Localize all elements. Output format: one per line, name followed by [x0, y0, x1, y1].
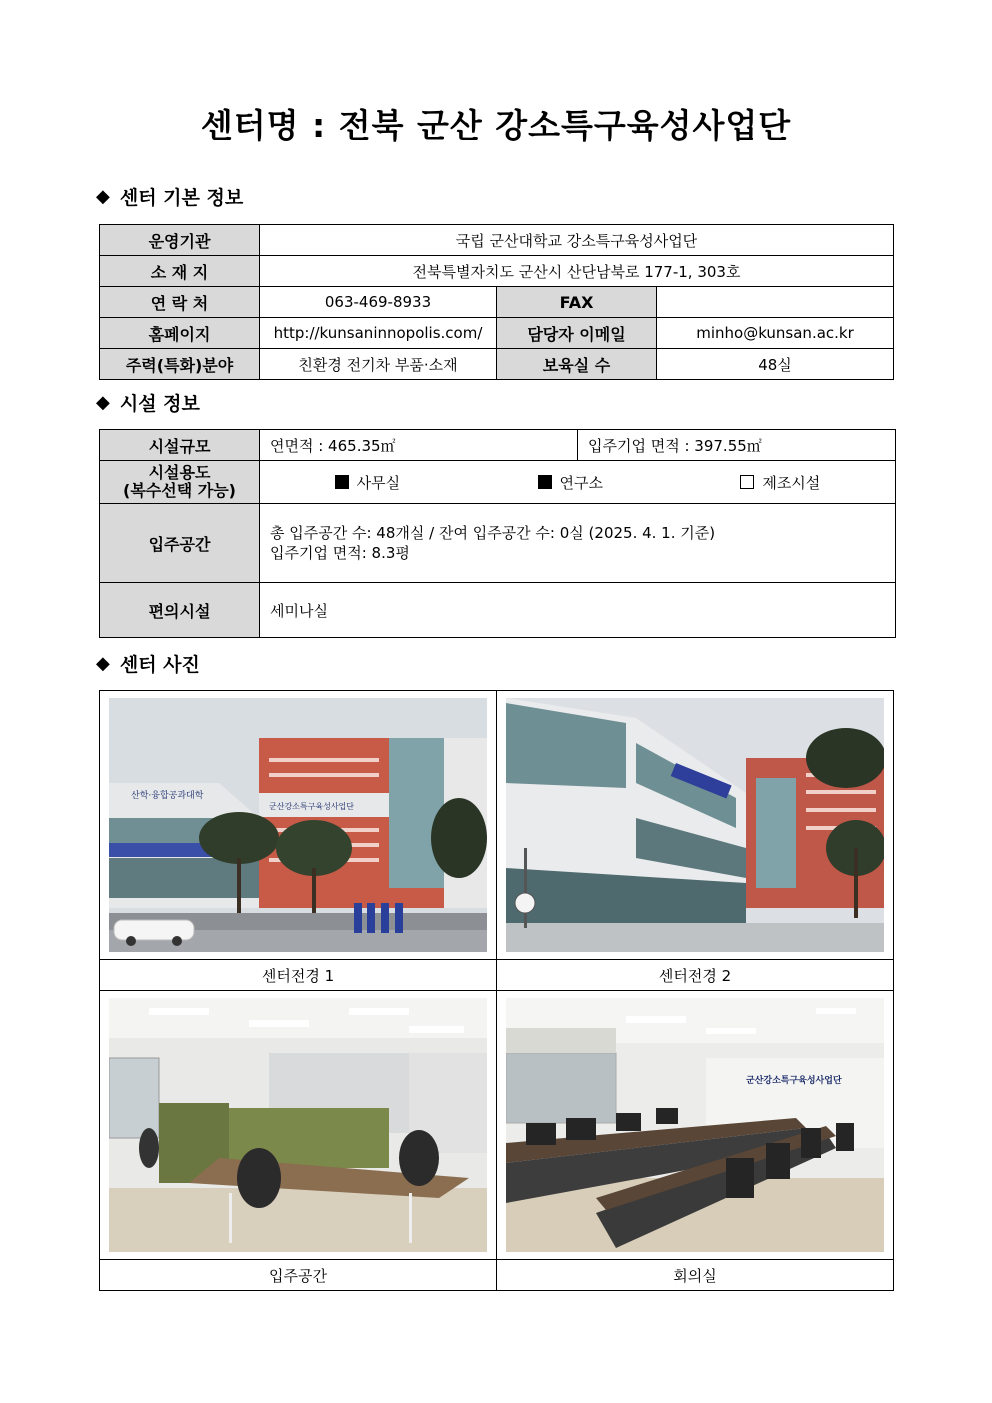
amenity-value: 세미나실 — [260, 583, 896, 638]
homepage-link[interactable]: http://kunsaninnopolis.com/ — [260, 318, 497, 349]
caption-tenant-space: 입주공간 — [100, 1260, 497, 1291]
field-label: 주력(특화)분야 — [100, 349, 260, 380]
email-link[interactable]: minho@kunsan.ac.kr — [657, 318, 894, 349]
checkbox-unchecked-icon — [740, 475, 754, 489]
rooms-label: 보육실 수 — [497, 349, 657, 380]
space-value — [260, 504, 896, 583]
caption-meeting-room: 회의실 — [497, 1260, 894, 1291]
tenant-space-photo — [109, 998, 487, 1252]
photo-table — [99, 690, 894, 1291]
section-photos — [96, 650, 200, 677]
fax-label: FAX — [497, 287, 657, 318]
tenant-area: 입주기업 면적 : 397.55㎡ — [578, 430, 896, 461]
homepage-label: 홈페이지 — [100, 318, 260, 349]
section-basic-info — [96, 183, 243, 210]
facility-info-table — [99, 429, 896, 638]
photo-cell-meeting-room — [497, 991, 894, 1260]
meeting-room-photo — [506, 998, 884, 1252]
fax-value — [657, 287, 894, 318]
exterior-center-sign: 군산강소특구육성사업단 — [269, 802, 355, 811]
space-line-2: 입주기업 면적: 8.3평 — [270, 544, 410, 562]
section-facility-label: 시설 정보 — [119, 393, 200, 415]
section-facility-info — [96, 389, 200, 416]
usage-options — [260, 461, 896, 504]
field-value: 친환경 전기차 부품·소재 — [260, 349, 497, 380]
checkbox-checked-icon — [335, 475, 349, 489]
diamond-bullet-icon: ◆ — [96, 186, 110, 207]
diamond-bullet-icon: ◆ — [96, 653, 110, 674]
usage-label-line1: 시설용도 — [148, 463, 211, 482]
address-label: 소 재 지 — [100, 256, 260, 287]
usage-option-office[interactable] — [335, 472, 400, 493]
operator-value: 국립 군산대학교 강소특구육성사업단 — [260, 225, 894, 256]
exterior-photo-2 — [506, 698, 884, 952]
usage-option-label: 연구소 — [559, 473, 603, 492]
amenity-label: 편의시설 — [100, 583, 260, 638]
caption-exterior-2: 센터전경 2 — [497, 960, 894, 991]
page-title: 센터명 : 전북 군산 강소특구육성사업단 — [200, 106, 792, 145]
usage-option-factory[interactable] — [740, 472, 820, 493]
section-photos-label: 센터 사진 — [119, 654, 200, 676]
exterior-photo-1 — [109, 698, 487, 952]
usage-option-label: 제조시설 — [762, 473, 821, 492]
contact-label: 연 락 처 — [100, 287, 260, 318]
photo-cell-exterior-2 — [497, 691, 894, 960]
usage-label — [100, 461, 260, 504]
basic-info-table — [99, 224, 894, 380]
diamond-bullet-icon: ◆ — [96, 392, 110, 413]
space-line-1: 총 입주공간 수: 48개실 / 잔여 입주공간 수: 0실 (2025. 4. 1. 기준) — [270, 524, 716, 542]
meeting-room-sign: 군산강소특구육성사업단 — [746, 1076, 842, 1086]
caption-exterior-1: 센터전경 1 — [100, 960, 497, 991]
email-label: 담당자 이메일 — [497, 318, 657, 349]
exterior-dept-sign: 산학·융합공과대학 — [131, 791, 204, 801]
space-label: 입주공간 — [100, 504, 260, 583]
usage-option-lab[interactable] — [538, 472, 603, 493]
rooms-value: 48실 — [657, 349, 894, 380]
checkbox-checked-icon — [538, 475, 552, 489]
scale-label: 시설규모 — [100, 430, 260, 461]
contact-value: 063-469-8933 — [260, 287, 497, 318]
usage-option-label: 사무실 — [356, 473, 401, 492]
address-value: 전북특별자치도 군산시 산단남북로 177-1, 303호 — [260, 256, 894, 287]
photo-cell-tenant-space — [100, 991, 497, 1260]
section-basic-label: 센터 기본 정보 — [119, 187, 244, 209]
operator-label: 운영기관 — [100, 225, 260, 256]
total-area: 연면적 : 465.35㎡ — [260, 430, 578, 461]
photo-cell-exterior-1 — [100, 691, 497, 960]
usage-label-line2: (복수선택 가능) — [123, 481, 236, 500]
